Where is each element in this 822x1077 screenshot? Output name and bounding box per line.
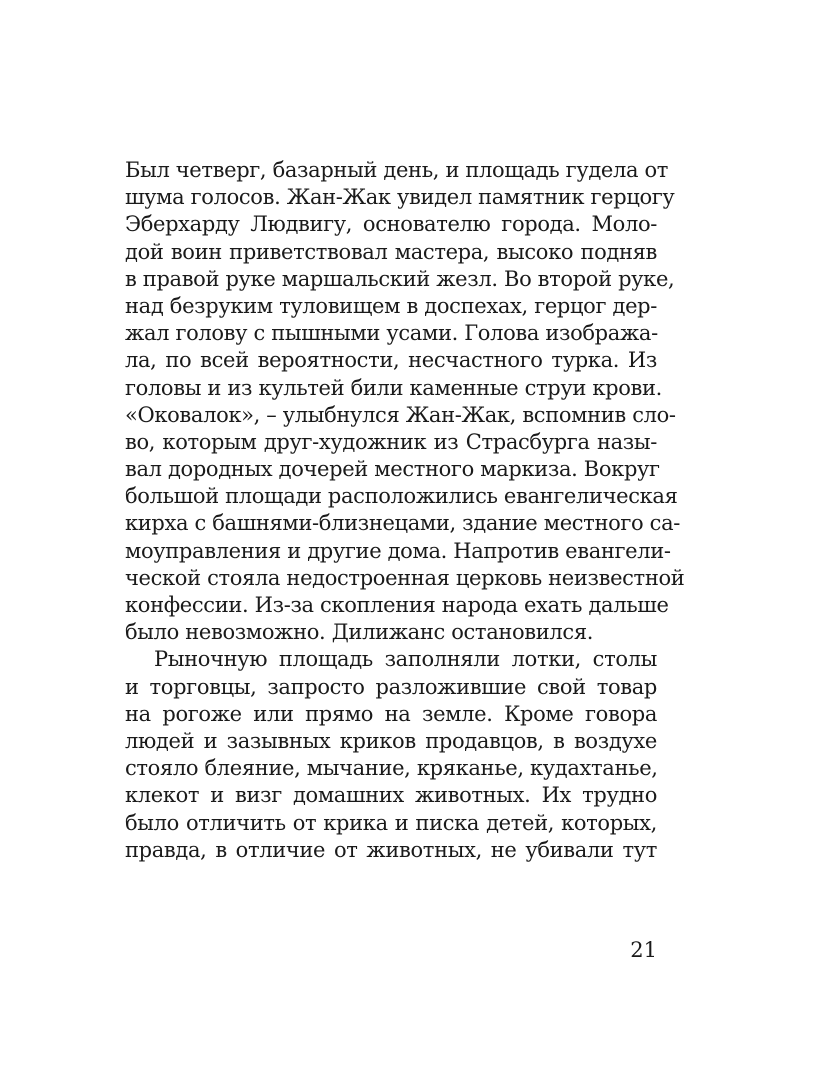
text-line: над безруким туловищем в доспехах, герцог дер- [125,293,657,318]
text-line: Был четверг, базарный день, и площадь гудела от [125,158,669,182]
text-line: дой воин приветствовал мастера, высоко подняв [125,239,657,264]
text-line: стояло блеяние, мычание, кряканье, кудахтанье, [125,756,658,781]
text-line: правда, в отличие от животных, не убивали тут [125,837,657,862]
text-line: ческой стояла недостроенная церковь неизвестной [125,565,685,590]
text-line: моуправления и другие дома. Напротив евангели- [125,538,671,563]
text-line: людей и зазывных криков продавцов, в воздухе [125,728,657,753]
paragraph-2 [125,646,657,864]
text-line: кирха с башнями-близнецами, здание местного са- [125,511,680,536]
text-line: было отличить от крика и писка детей, которых, [125,810,657,835]
text-line: «Оковалок», – улыбнулся Жан-Жак, вспомнив сло- [125,402,676,427]
text-line: было невозможно. Дилижанс остановился. [125,620,594,645]
page-number: 21 [630,938,657,962]
text-line: Эберхарду Людвигу, основателю города. Моло- [125,212,657,237]
text-line: на рогоже или прямо на земле. Кроме говора [125,701,657,726]
text-line: шума голосов. Жан-Жак увидел памятник герцогу [125,185,675,210]
text-line: конфессии. Из-за скопления народа ехать дальше [125,593,669,617]
text-line: головы и из культей били каменные струи крови. [125,375,662,400]
text-line: жал голову с пышными усами. Голова изобража- [125,321,658,346]
body-text [125,157,685,864]
text-line: в правой руке маршальский жезл. Во второй руке, [125,266,675,291]
text-line: клекот и визг домашних животных. Их трудно [125,783,657,808]
text-line: вал дородных дочерей местного маркиза. Вокруг [125,457,660,482]
text-line: во, которым друг-художник из Страсбурга назы- [125,429,657,454]
text-line: Рыночную площадь заполняли лотки, столы [154,647,657,672]
text-line: и торговцы, запросто разложившие свой товар [125,674,657,699]
text-line: ла, по всей вероятности, несчастного турка. Из [125,348,657,373]
text-line: большой площади расположились евангелическая [125,484,678,509]
paragraph-1 [125,157,685,646]
